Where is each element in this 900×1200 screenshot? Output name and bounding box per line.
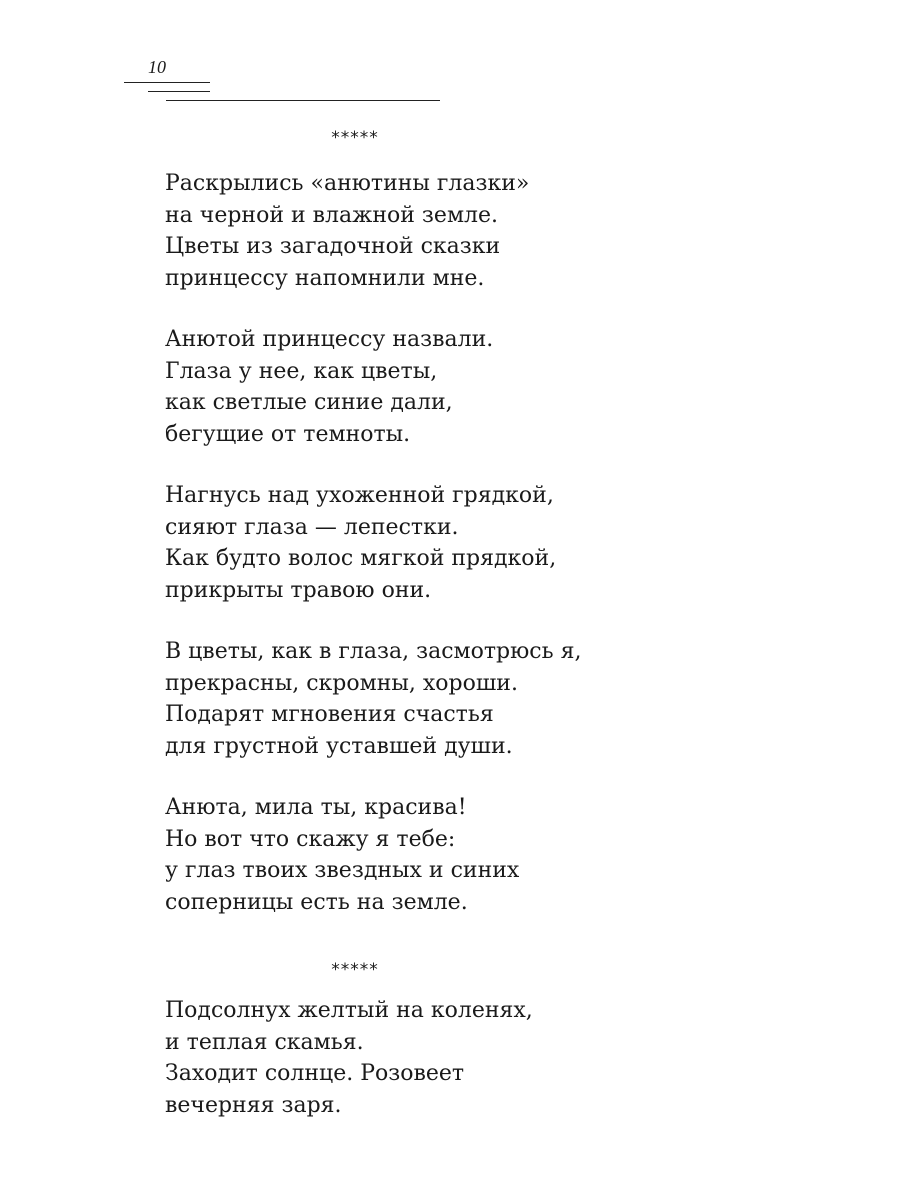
poem bbox=[165, 995, 765, 1151]
section-separator: ***** bbox=[331, 960, 379, 980]
poem-line: соперницы есть на земле. bbox=[165, 889, 468, 915]
poem-line: Цветы из загадочной сказки bbox=[165, 234, 501, 259]
stanza bbox=[165, 995, 765, 1121]
poem-line: Анюта, мила ты, красива! bbox=[165, 795, 467, 820]
poem-line: прекрасны, скромны, хороши. bbox=[165, 670, 518, 696]
poem-line: как светлые синие дали, bbox=[165, 390, 453, 415]
header-rule-middle bbox=[148, 91, 210, 92]
poem-line: принцессу напомнили мне. bbox=[165, 265, 485, 291]
poem-line: бегущие от темноты. bbox=[165, 421, 411, 447]
poem-line: Но вот что скажу я тебе: bbox=[165, 826, 456, 852]
poem bbox=[165, 168, 765, 948]
poem-line: сияют глаза — лепестки. bbox=[165, 514, 459, 540]
stanza bbox=[165, 480, 765, 606]
header-rule-top bbox=[124, 82, 210, 83]
poem-line: Анютой принцессу назвали. bbox=[165, 327, 494, 352]
poem-line: у глаз твоих звездных и синих bbox=[165, 858, 520, 883]
stanza bbox=[165, 792, 765, 918]
stanza bbox=[165, 168, 765, 294]
poem-line: прикрыты травою они. bbox=[165, 577, 432, 603]
poem-line: Глаза у нее, как цветы, bbox=[165, 358, 438, 384]
poem-line: Подсолнух желтый на коленях, bbox=[165, 998, 533, 1023]
section-separator: ***** bbox=[331, 128, 379, 148]
poem-line: Заходит солнце. Розовеет bbox=[165, 1061, 465, 1086]
poem-line: вечерняя заря. bbox=[165, 1092, 342, 1118]
stanza bbox=[165, 636, 765, 762]
poem-line: Раскрылись «анютины глазки» bbox=[165, 171, 530, 196]
poem-line: Подарят мгновения счастья bbox=[165, 702, 494, 727]
header-rule-bottom bbox=[166, 100, 440, 101]
poem-line: и теплая скамья. bbox=[165, 1029, 364, 1055]
page-number: 10 bbox=[148, 57, 166, 77]
poem-line: Нагнусь над ухоженной грядкой, bbox=[165, 483, 554, 508]
poem-line: для грустной уставшей души. bbox=[165, 733, 513, 759]
poem-line: Как будто волос мягкой прядкой, bbox=[165, 546, 557, 571]
poem-line: на черной и влажной земле. bbox=[165, 202, 499, 228]
stanza bbox=[165, 324, 765, 450]
poem-line: В цветы, как в глаза, засмотрюсь я, bbox=[165, 639, 582, 664]
